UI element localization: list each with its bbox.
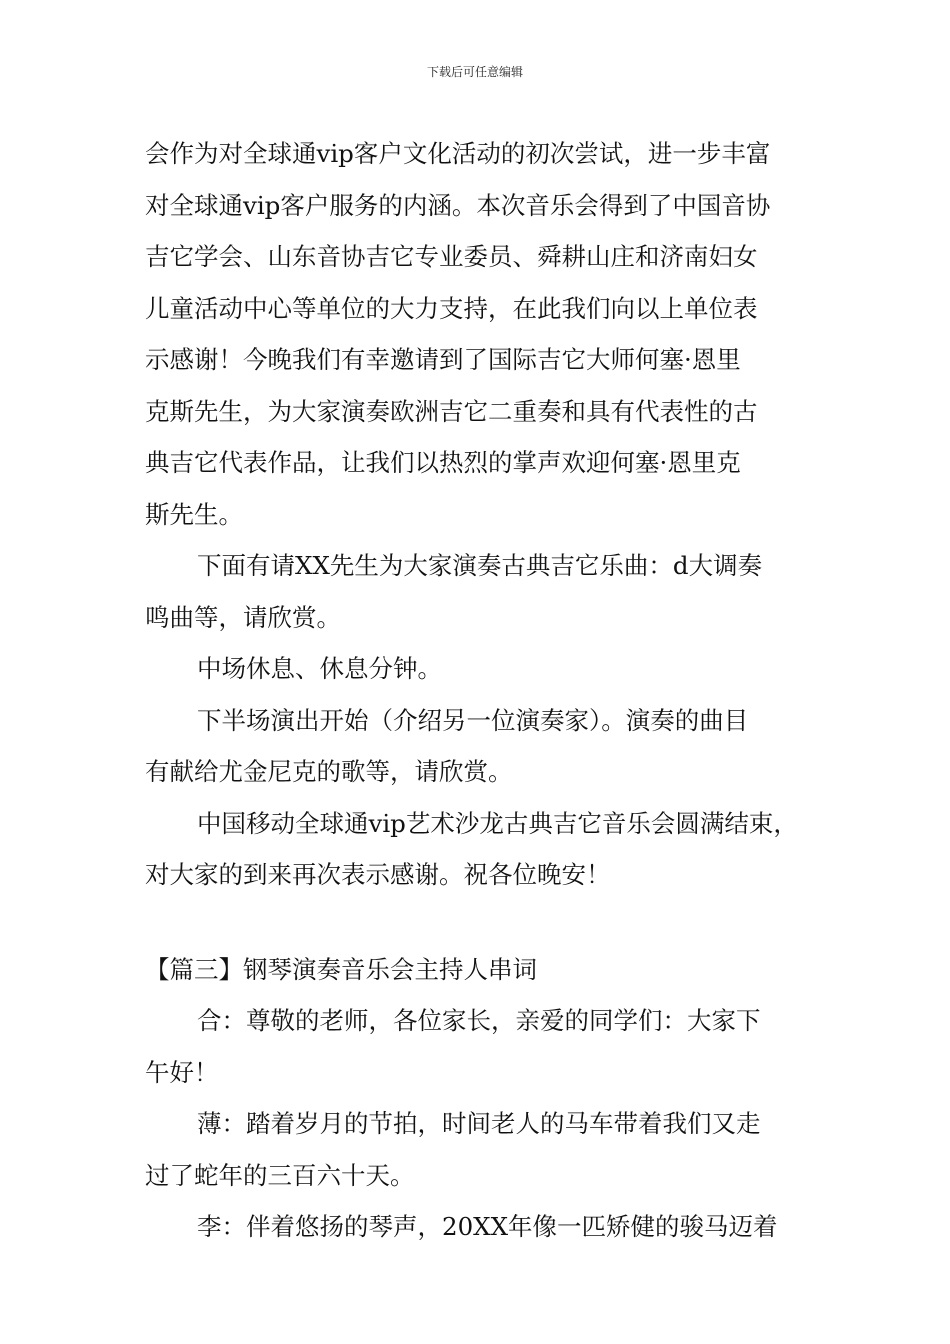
text-line: 对全球通vip客户服务的内涵。本次音乐会得到了中国音协 [145, 190, 771, 220]
text-line: 儿童活动中心等单位的大力支持，在此我们向以上单位表 [145, 293, 758, 323]
text-line: 合：尊敬的老师，各位家长，亲爱的同学们：大家下 [197, 1006, 761, 1035]
paragraph-li [145, 1201, 810, 1253]
paragraph-intermission [145, 643, 810, 695]
text-line: 下面有请XX先生为大家演奏古典吉它乐曲：d大调奏 [197, 551, 763, 580]
paragraph-second-half [145, 695, 810, 798]
section-title: 【篇三】钢琴演奏音乐会主持人串词 [145, 954, 537, 984]
text-line: 午好！ [145, 1057, 219, 1087]
document-body [145, 128, 810, 1253]
paragraph-greeting [145, 995, 810, 1098]
page-header: 下载后可任意编辑 [426, 65, 523, 79]
text-line: 对大家的到来再次表示感谢。祝各位晚安！ [145, 860, 611, 889]
text-line: 李：伴着悠扬的琴声，20XX年像一匹矫健的骏马迈着 [197, 1212, 778, 1241]
text-line: 下半场演出开始（介绍另一位演奏家）。演奏的曲目 [197, 705, 749, 735]
text-line: 斯先生。 [145, 499, 243, 529]
text-line: 吉它学会、山东音协吉它专业委员、舜耕山庄和济南妇女 [145, 242, 758, 271]
text-line: 有献给尤金尼克的歌等，请欣赏。 [145, 757, 513, 786]
paragraph-first-performer [145, 540, 810, 643]
text-line: 薄：踏着岁月的节拍，时间老人的马车带着我们又走 [197, 1109, 761, 1138]
paragraph-bo [145, 1098, 810, 1201]
text-line: 典吉它代表作品，让我们以热烈的掌声欢迎何塞·恩里克 [145, 448, 741, 477]
text-line: 中国移动全球通vip艺术沙龙古典吉它音乐会圆满结束， [197, 808, 798, 838]
text-line: 克斯先生，为大家演奏欧洲吉它二重奏和具有代表性的古 [145, 396, 758, 426]
text-line: 鸣曲等，请欣赏。 [145, 602, 341, 632]
text-line: 过了蛇年的三百六十天。 [145, 1160, 415, 1190]
paragraph-concert-intro [145, 128, 810, 540]
text-line: 示感谢！今晚我们有幸邀请到了国际吉它大师何塞·恩里 [145, 345, 741, 374]
section-spacer [145, 901, 810, 944]
text-line: 会作为对全球通vip客户文化活动的初次尝试，进一步丰富 [145, 139, 771, 168]
paragraph-closing [145, 798, 810, 901]
text-line: 中场休息、休息分钟。 [197, 654, 442, 683]
